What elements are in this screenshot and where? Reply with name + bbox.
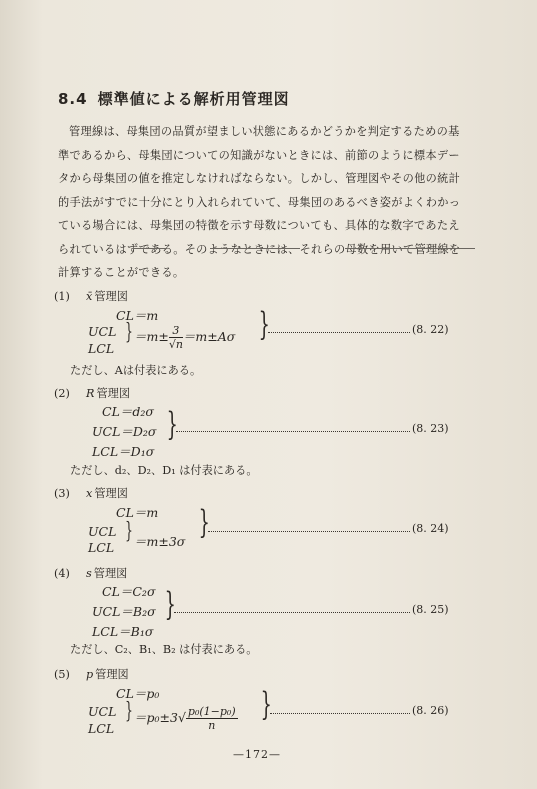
chart-heading-3: (3) x 管理図	[54, 487, 128, 500]
section-number: 8.4	[58, 90, 88, 108]
paragraph-line: 管理線は、母集団の品質が望ましい状態にあるかどうかを判定するための基	[69, 125, 460, 138]
body-paragraph	[58, 120, 478, 285]
cl-formula: CL＝m	[116, 505, 159, 520]
paragraph-line: タから母集団の値を推定しなければならない。しかし、管理図やその他の統計	[58, 172, 461, 185]
chart-heading-5: (5) p 管理図	[54, 668, 129, 681]
ucl-formula: UCL＝B₂σ	[92, 604, 156, 619]
paragraph-line: られているはずである。そのようなときには、それらの母数を用いて管理線を	[58, 242, 461, 256]
page-number: —172—	[233, 748, 281, 761]
paragraph-line: 準であるから、母集団についての知識がないときには、前節のように標本デー	[58, 148, 460, 162]
pen-underline	[345, 248, 475, 249]
note: ただし、C₂、B₁、B₂ は付表にある。	[70, 643, 258, 656]
limit-formula: ＝m± $\frac{3}{√n}$ ＝m±Aσ	[134, 324, 236, 351]
paragraph-line: ている場合には、母集団の特徴を示す母数についても、具体的な数字であたえ	[58, 219, 460, 232]
ucl-label: UCL	[88, 524, 117, 539]
ucl-label: UCL	[88, 704, 117, 719]
cl-formula: CL＝m	[116, 308, 159, 323]
section-title	[58, 88, 290, 109]
cl-formula: CL＝p₀	[116, 686, 160, 701]
note: ただし、Aは付表にある。	[70, 364, 202, 377]
equation-number: (8. 25)	[412, 603, 449, 616]
lcl-label: LCL	[88, 341, 115, 356]
note: ただし、d₂、D₂、D₁ は付表にある。	[70, 464, 258, 477]
chart-heading-4: (4) s 管理図	[54, 567, 128, 580]
ucl-label: UCL	[88, 324, 117, 339]
pen-underline	[210, 248, 300, 249]
limit-formula: ＝p₀±3√ $\frac{\text{p₀(1−p₀)}}{n}$	[134, 705, 236, 732]
lcl-formula: LCL＝D₁σ	[92, 444, 155, 459]
paragraph-line: 的手法がすでに十分にとり入れられていて、母集団のあるべき姿がよくわかっ	[58, 195, 461, 209]
lcl-label: LCL	[88, 540, 115, 555]
lcl-formula: LCL＝B₁σ	[92, 624, 154, 639]
cl-formula: CL＝C₂σ	[102, 584, 156, 599]
limit-formula: ＝m±3σ	[134, 534, 186, 549]
paragraph-line: 計算することができる。	[58, 266, 185, 279]
section-heading: 標準値による解析用管理図	[97, 90, 290, 108]
equation-number: (8. 23)	[412, 422, 449, 435]
equation-number: (8. 24)	[412, 522, 449, 535]
chart-heading-1: (1) x̄ 管理図	[54, 290, 128, 303]
chart-heading-2: (2) R 管理図	[54, 387, 131, 400]
lcl-label: LCL	[88, 721, 115, 736]
equation-number: (8. 26)	[412, 704, 449, 717]
equation-number: (8. 22)	[412, 323, 449, 336]
pen-underline	[133, 248, 167, 249]
ucl-formula: UCL＝D₂σ	[92, 424, 157, 439]
cl-formula: CL＝d₂σ	[102, 404, 154, 419]
book-page: 8.4 標準値による解析用管理図 管理線は、母集団の品質が望ましい状態にあるかどうかを判定するための基 準であるから、母集団についての知識がないときには、前節のように標本デー タから母集団の値を推定しなければならない。しかし、管理図やその他の統計 的手法がすでに十分にとり入れられていて、母集団のあるべき姿がよくわかっ ている場合には、母集団の特徴を示す母数についても、具体的な数字であたえ られているはずである。そのようなときには、それらの母数を用いて管理線を 計算することができる。 (1) x̄ 管理図 CL＝m UCL LCL } ＝m± $\frac{3}{√n}$ ＝m±Aσ } (8. 22) ただし、Aは付表にある。 (2) R 管理図 CL＝d₂σ UCL＝D₂σ LCL＝D₁σ } (8. 23) ただし、d₂、D₂、D₁ は付表にある。 (3) x 管理図 CL＝m UCL LCL } ＝m±3σ } (8. 24) (4) s 管理図 CL＝C₂σ UCL＝B₂σ LCL＝B₁σ } (8. 25) ただし、C₂、B₁、B₂ は付表にある。 (5) p 管理図 CL＝p₀ UCL LCL } ＝p₀±3√ $\frac{\text{p₀(1−p₀)}}{n}$ } (8. 26) —172—	[0, 0, 537, 789]
